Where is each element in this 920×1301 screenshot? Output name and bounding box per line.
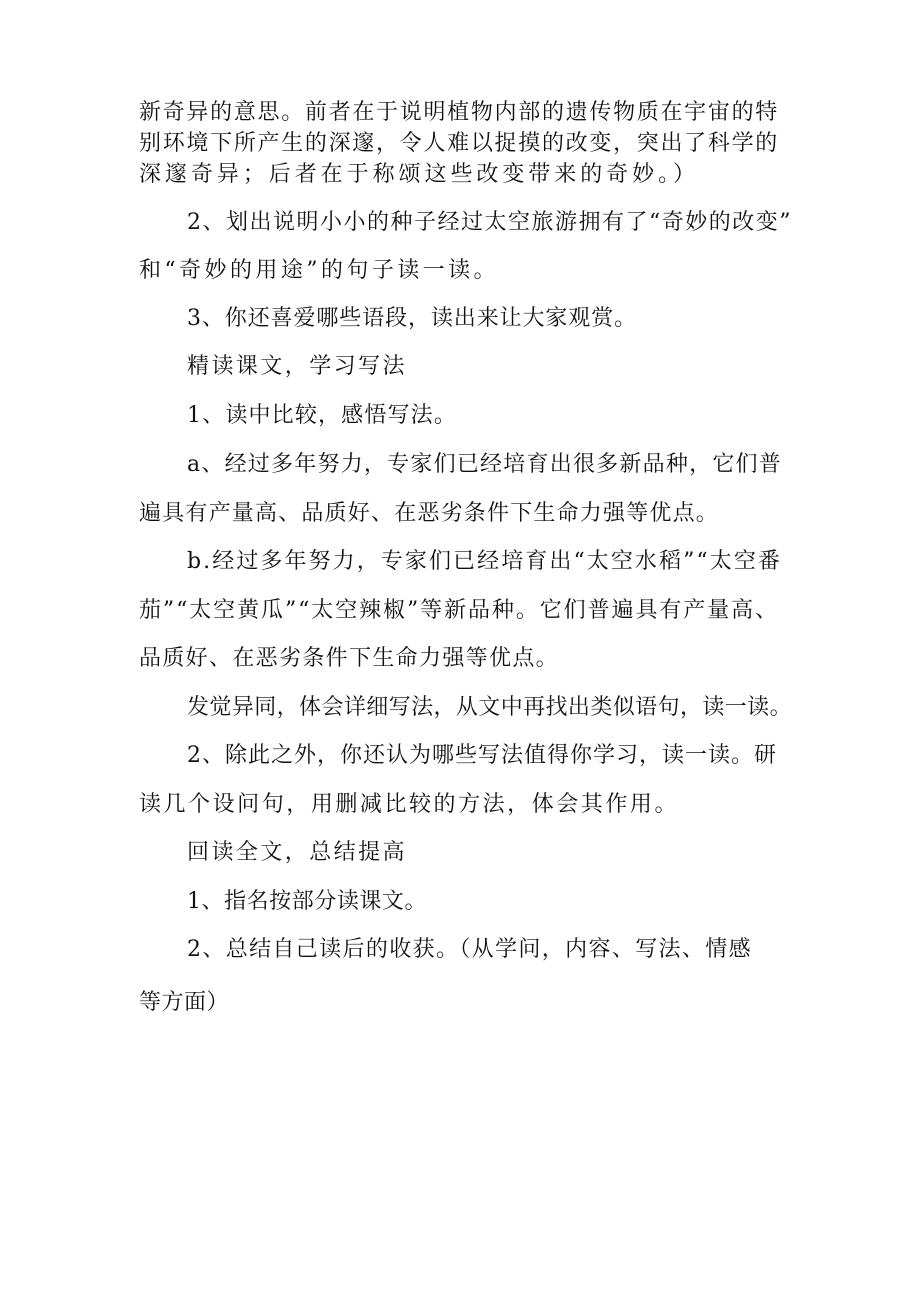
text-line: 2、总结自己读后的收获。（从学问，内容、写法、情感 xyxy=(187,937,752,962)
text-line: 2、除此之外，你还认为哪些写法值得你学习，读一读。研 xyxy=(187,743,777,768)
text-line: 品质好、在恶劣条件下生命力强等优点。 xyxy=(139,646,559,671)
text-line: a、经过多年努力，专家们已经培育出很多新品种，它们普 xyxy=(187,452,782,477)
section-heading: 精读课文，学习写法 xyxy=(187,354,407,379)
text-line: 2、划出说明小小的种子经过太空旅游拥有了“奇妙的改变” xyxy=(187,210,792,235)
text-line: 深邃奇异；后者在于称颂这些改变带来的奇妙。） xyxy=(139,162,699,187)
text-line: 3、你还喜爱哪些语段，读出来让大家观赏。 xyxy=(187,306,637,331)
text-line: 1、读中比较，感悟写法。 xyxy=(187,403,457,428)
section-heading: 回读全文，总结提高 xyxy=(187,840,407,865)
text-line: 发觉异同，体会详细写法，从文中再找出类似语句，读一读。 xyxy=(187,695,792,720)
text-line: 和“奇妙的用途”的句子读一读。 xyxy=(139,258,499,283)
text-line: 新奇异的意思。前者在于说明植物内部的遗传物质在宇宙的特 xyxy=(139,100,779,125)
text-line: 读几个设问句，用删减比较的方法，体会其作用。 xyxy=(139,792,679,817)
text-line: 茄”“太空黄瓜”“太空辣椒”等新品种。它们普遍具有产量高、 xyxy=(139,598,779,623)
text-line: b.经过多年努力，专家们已经培育出“太空水稻”“太空番 xyxy=(187,549,782,574)
text-line: 别环境下所产生的深邃，令人难以捉摸的改变，突出了科学的 xyxy=(139,131,779,156)
text-line: 遍具有产量高、品质好、在恶劣条件下生命力强等优点。 xyxy=(139,501,719,526)
text-line: 等方面） xyxy=(139,990,229,1015)
text-line: 1、指名按部分读课文。 xyxy=(187,889,427,914)
